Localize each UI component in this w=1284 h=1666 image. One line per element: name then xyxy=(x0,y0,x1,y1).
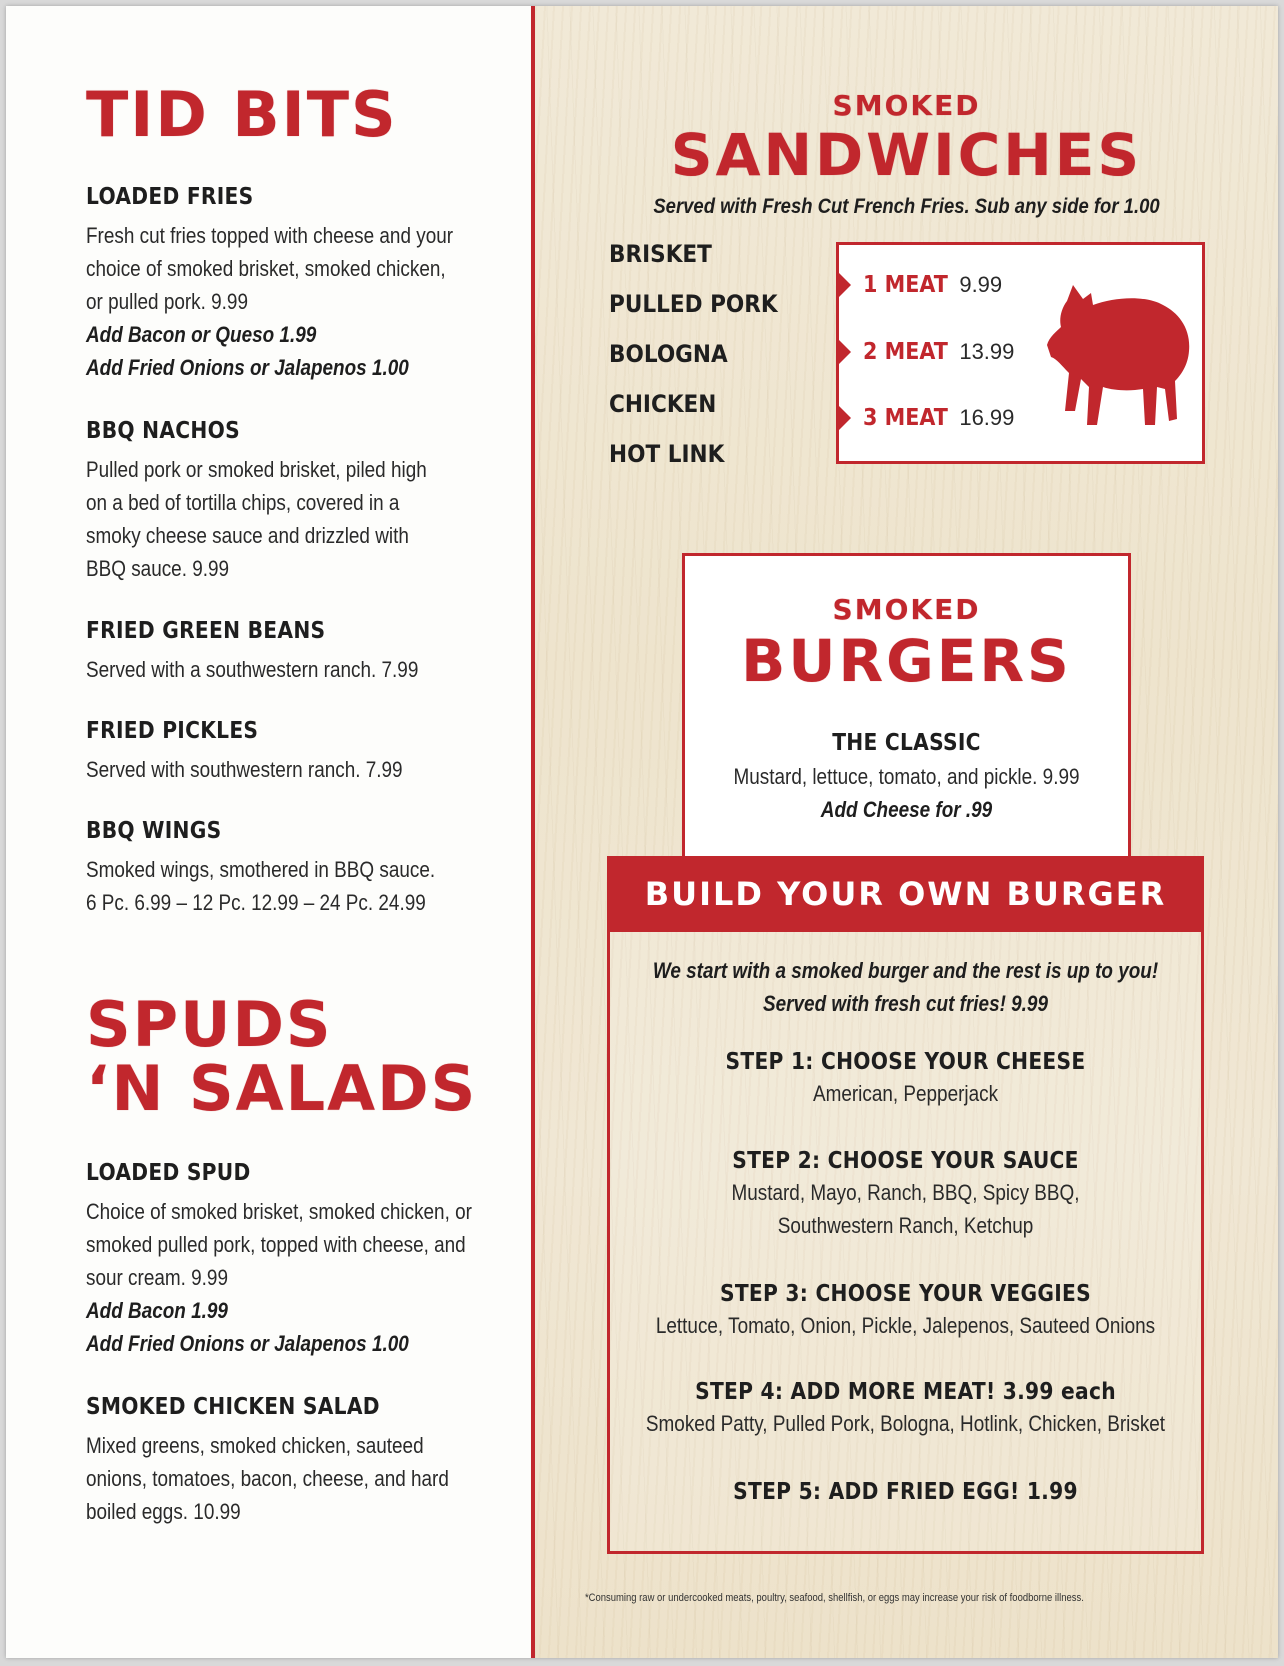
desc-line: sour cream. 9.99 xyxy=(86,1265,228,1290)
item-description xyxy=(86,753,403,786)
meat-count-price: 13.99 xyxy=(959,339,1015,364)
step-title: STEP 5: ADD FRIED EGG! 1.99 xyxy=(733,1479,1078,1505)
addon-line: Add Bacon or Queso 1.99 xyxy=(86,322,317,347)
desc-line: 6 Pc. 6.99 – 12 Pc. 12.99 – 24 Pc. 24.99 xyxy=(86,890,426,915)
sandwich-price-box xyxy=(836,242,1205,464)
item-name: BBQ WINGS xyxy=(86,818,222,844)
desc-line: boiled eggs. 10.99 xyxy=(86,1499,241,1524)
step-title: STEP 2: CHOOSE YOUR SAUCE xyxy=(732,1148,1079,1174)
addon-line: Add Fried Onions or Jalapenos 1.00 xyxy=(86,1331,409,1356)
step-options: American, Pepperjack xyxy=(812,1081,999,1106)
desc-line: smoky cheese sauce and drizzled with xyxy=(86,523,409,548)
meat-count-price: 16.99 xyxy=(959,405,1015,430)
meat-option: BRISKET xyxy=(609,240,712,268)
price-option xyxy=(837,338,1014,366)
menu-page xyxy=(6,6,1278,1658)
item-name: LOADED SPUD xyxy=(86,1160,251,1186)
burgers-box xyxy=(682,553,1131,859)
menu-item xyxy=(86,718,282,744)
arrow-right-icon xyxy=(837,338,851,366)
menu-item xyxy=(86,1394,420,1420)
desc-line: Mixed greens, smoked chicken, sauteed xyxy=(86,1433,424,1458)
byob-step xyxy=(590,1479,1221,1505)
desc-line: Fresh cut fries topped with cheese and your xyxy=(86,223,454,248)
burgers-kicker: SMOKED xyxy=(832,593,981,626)
byob-header xyxy=(607,856,1204,932)
meat-count-label: 1 MEAT xyxy=(863,272,948,298)
sandwiches-title: SANDWICHES xyxy=(670,121,1143,189)
desc-line: on a bed of tortilla chips, covered in a xyxy=(86,490,400,515)
menu-item xyxy=(86,618,358,644)
item-description xyxy=(86,219,453,318)
intro-line: We start with a smoked burger and the rest is up to you! xyxy=(652,958,1159,983)
item-description xyxy=(86,853,435,919)
item-description xyxy=(86,1195,472,1294)
menu-item xyxy=(86,184,276,210)
item-name: LOADED FRIES xyxy=(86,184,254,210)
disclaimer: *Consuming raw or undercooked meats, poultry, seafood, shellfish, or eggs may increase your risk of foodborne illness. xyxy=(585,1592,1084,1604)
tid-bits-title: TID BITS xyxy=(86,78,398,151)
step-options: Mustard, Mayo, Ranch, BBQ, Spicy BBQ, xyxy=(731,1180,1080,1205)
desc-line: or pulled pork. 9.99 xyxy=(86,289,248,314)
desc-line: Pulled pork or smoked brisket, piled high xyxy=(86,457,427,482)
addon-line: Add Bacon 1.99 xyxy=(86,1298,228,1323)
desc-line: smoked pulled pork, topped with cheese, and xyxy=(86,1232,466,1257)
desc-line: choice of smoked brisket, smoked chicken, xyxy=(86,256,446,281)
step-title: STEP 3: CHOOSE YOUR VEGGIES xyxy=(720,1281,1091,1307)
left-column xyxy=(6,6,530,1658)
menu-item xyxy=(86,418,261,444)
byob-step xyxy=(590,1148,1221,1242)
arrow-right-icon xyxy=(837,404,851,432)
item-addon xyxy=(86,318,409,384)
meat-count-label: 3 MEAT xyxy=(863,405,948,431)
arrow-right-icon xyxy=(837,271,851,299)
byob-section xyxy=(607,856,1204,1554)
item-name: FRIED GREEN BEANS xyxy=(86,618,326,644)
menu-item xyxy=(86,1160,273,1186)
item-description xyxy=(86,1429,449,1528)
meat-count-label: 2 MEAT xyxy=(863,339,948,365)
meat-option: PULLED PORK xyxy=(609,290,778,318)
byob-title: BUILD YOUR OWN BURGER xyxy=(644,875,1167,913)
item-name: FRIED PICKLES xyxy=(86,718,259,744)
addon-line: Add Fried Onions or Jalapenos 1.00 xyxy=(86,355,409,380)
item-name: BBQ NACHOS xyxy=(86,418,240,444)
step-options: Southwestern Ranch, Ketchup xyxy=(777,1213,1034,1238)
price-option xyxy=(837,271,1002,299)
desc-line: Served with southwestern ranch. 7.99 xyxy=(86,757,403,782)
meat-count-price: 9.99 xyxy=(959,272,1003,297)
item-addon xyxy=(86,1294,409,1360)
desc-line: Choice of smoked brisket, smoked chicken, or xyxy=(86,1199,472,1224)
sandwiches-subtitle: Served with Fresh Cut French Fries. Sub any side for 1.00 xyxy=(653,195,1160,218)
byob-step xyxy=(590,1379,1221,1440)
right-column xyxy=(535,6,1278,1658)
pig-icon xyxy=(1045,279,1195,439)
sandwich-meat-list xyxy=(609,240,796,490)
desc-line: BBQ sauce. 9.99 xyxy=(86,556,230,581)
desc-line: Smoked wings, smothered in BBQ sauce. xyxy=(86,857,436,882)
byob-step xyxy=(590,1049,1221,1110)
price-option xyxy=(837,404,1014,432)
burgers-title: BURGERS xyxy=(741,627,1072,695)
spuds-title-line1: SPUDS xyxy=(86,988,333,1061)
item-description xyxy=(86,653,418,686)
desc-line: onions, tomatoes, bacon, cheese, and hard xyxy=(86,1466,449,1491)
meat-option: BOLOGNA xyxy=(609,340,728,368)
classic-name: THE CLASSIC xyxy=(832,730,981,756)
classic-description: Mustard, lettuce, tomato, and pickle. 9.99 xyxy=(733,764,1080,789)
item-name: SMOKED CHICKEN SALAD xyxy=(86,1394,380,1420)
step-title: STEP 1: CHOOSE YOUR CHEESE xyxy=(725,1049,1086,1075)
intro-line: Served with fresh cut fries! 9.99 xyxy=(763,991,1048,1016)
byob-intro xyxy=(634,954,1177,1020)
step-title: STEP 4: ADD MORE MEAT! 3.99 each xyxy=(695,1379,1116,1405)
byob-step xyxy=(590,1281,1221,1342)
sandwiches-kicker: SMOKED xyxy=(832,89,981,122)
menu-item xyxy=(86,818,240,844)
item-description xyxy=(86,453,427,585)
desc-line: Served with a southwestern ranch. 7.99 xyxy=(86,657,419,682)
step-options: Smoked Patty, Pulled Pork, Bologna, Hotlink, Chicken, Brisket xyxy=(645,1411,1166,1436)
step-options: Lettuce, Tomato, Onion, Pickle, Jalepenos, Sauteed Onions xyxy=(655,1313,1156,1338)
meat-option: CHICKEN xyxy=(609,390,717,418)
meat-option: HOT LINK xyxy=(609,440,725,468)
classic-addon: Add Cheese for .99 xyxy=(820,797,993,822)
spuds-title-line2: ‘N SALADS xyxy=(86,1052,478,1125)
